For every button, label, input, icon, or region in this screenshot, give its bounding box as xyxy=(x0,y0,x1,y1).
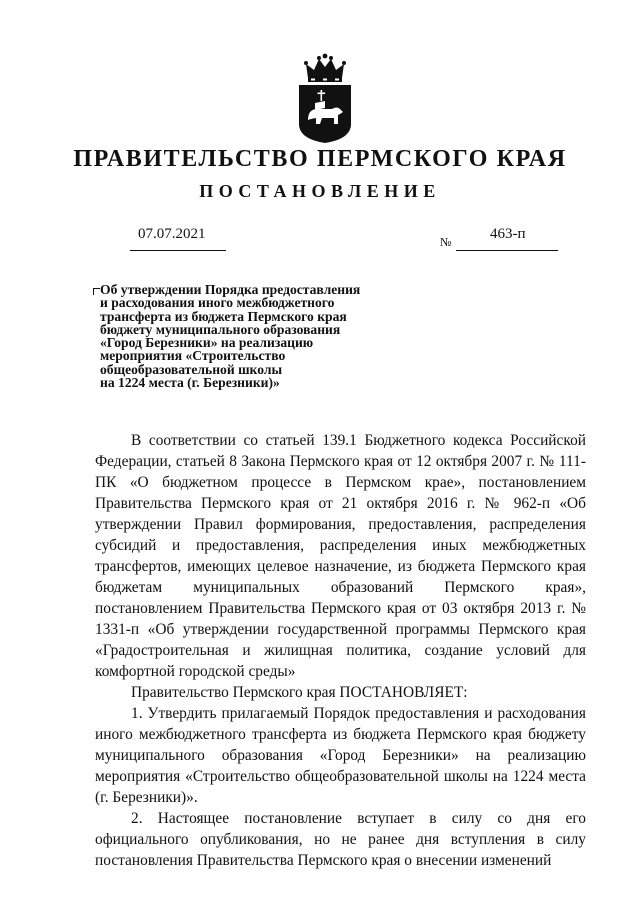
subject-line: трансферта из бюджета Пермского края xyxy=(100,308,347,324)
preamble-paragraph: В соответствии со статьей 139.1 Бюджетного кодекса Российской Федерации, статьей 8 Закона Пермского края от 12 октября 2007 г. № 111-ПК «О бюджетном процессе в Пермском крае», постановлением Правительства Пермского края от 21 октября 2016 г. № 962-п «Об утверждении Правил формирования, предоставления, распределения субсидий и предоставления, распределения иных межбюджетных трансфертов, имеющих целевое назначение, из бюджета Пермского края бюджетам муниципальных образований Пермского края», постановлением Правительства Пермского края от 03 октября 2013 г. № 1331-п «Об утверждении государственной программы Пермского края «Градостроительная и жилищная политика, создание условий для комфортной городской среды» xyxy=(95,432,586,680)
date-field xyxy=(130,226,226,251)
number-field xyxy=(456,226,558,251)
document-date: 07.07.2021 xyxy=(138,226,206,242)
document-type: ПОСТАНОВЛЕНИЕ xyxy=(199,181,441,201)
subject-line: бюджету муниципального образования xyxy=(100,321,341,337)
government-title: ПРАВИТЕЛЬСТВО ПЕРМСКОГО КРАЯ xyxy=(73,146,567,172)
item-1-paragraph: 1. Утвердить прилагаемый Порядок предоставления и расходования иного межбюджетного трансферта из бюджета Пермского края бюджету муниципального образования «Город Березники» на реализацию мероприятия «Строительство общеобразовательной школы на 1224 места (г. Березники)». xyxy=(95,705,586,806)
subject-line: на 1224 места (г. Березники)» xyxy=(100,375,280,391)
subject-line: общеобразовательной школы xyxy=(100,361,283,377)
corner-bracket-icon xyxy=(93,288,100,295)
item-2-paragraph: 2. Настоящее постановление вступает в силу со дня его официального опубликования, но не ранее дня вступления в силу постановления Правительства Пермского края о внесении изменений xyxy=(95,810,586,869)
subject-line: и расходования иного межбюджетного xyxy=(100,295,335,311)
subject-line: «Город Березники» на реализацию xyxy=(100,335,314,351)
subject-line: мероприятия «Строительство xyxy=(100,348,286,364)
subject-line: Об утверждении Порядка предоставления xyxy=(100,282,361,297)
number-sign: № xyxy=(440,235,452,249)
document-subject xyxy=(100,283,410,389)
document-number: 463-п xyxy=(490,226,526,242)
decree-paragraph: Правительство Пермского края ПОСТАНОВЛЯЕТ: xyxy=(131,684,468,701)
coat-of-arms-icon xyxy=(296,52,354,144)
document-body xyxy=(95,430,586,871)
